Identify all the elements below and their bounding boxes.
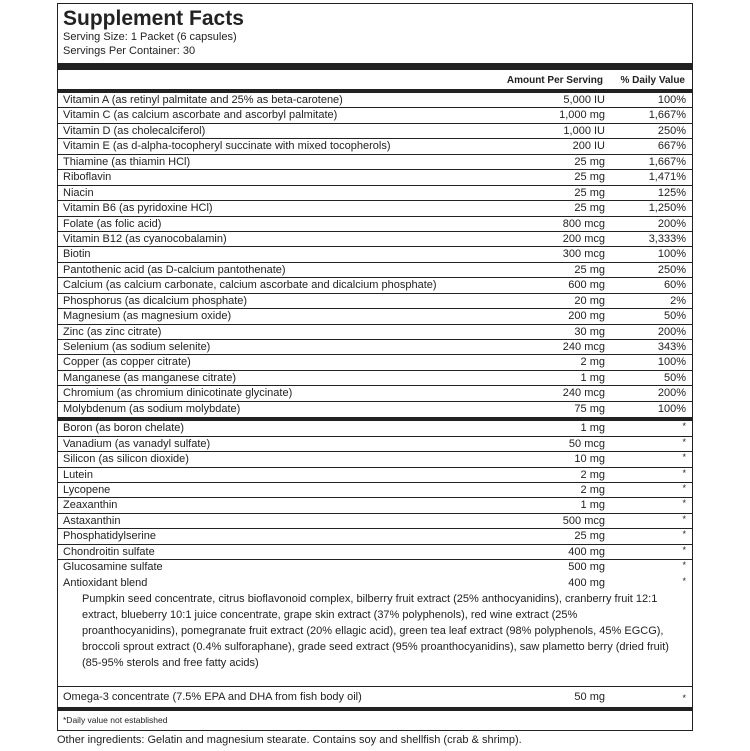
nutrient-dv: 1,250% xyxy=(648,202,686,215)
nutrient-name: Folate (as folic acid) xyxy=(63,217,162,230)
nutrient-dv: * xyxy=(682,529,686,540)
nutrient-amount: 1,000 IU xyxy=(563,124,605,137)
omega-row xyxy=(58,687,692,707)
nutrient-row xyxy=(58,124,692,139)
nutrient-amount: 800 mcg xyxy=(562,217,605,230)
nutrient-dv: 200% xyxy=(657,217,686,230)
nutrient-row xyxy=(58,498,692,513)
nutrient-dv: 200% xyxy=(657,387,686,400)
nutrient-row xyxy=(58,108,692,123)
nutrient-amount: 10 mg xyxy=(574,453,605,466)
nutrient-row xyxy=(58,371,692,386)
other-nutrient-list xyxy=(58,421,692,575)
nutrient-name: Riboflavin xyxy=(63,171,112,184)
nutrient-amount: 240 mcg xyxy=(562,341,605,353)
nutrient-amount: 25 mg xyxy=(574,263,605,276)
nutrient-row xyxy=(58,217,692,232)
nutrient-name: Vitamin E (as d-alpha-tocopheryl succinate with mixed tocopherols) xyxy=(63,140,391,153)
nutrient-name: Pantothenic acid (as D-calcium pantothenate) xyxy=(63,263,286,276)
nutrient-amount: 30 mg xyxy=(574,325,605,338)
nutrient-amount: 200 mcg xyxy=(562,232,605,245)
nutrient-dv: 250% xyxy=(657,124,686,137)
nutrient-amount: 500 mcg xyxy=(562,514,605,527)
nutrient-row xyxy=(58,421,692,436)
nutrient-name: Zeaxanthin xyxy=(63,499,118,512)
other-ingredients: Other ingredients: Gelatin and magnesium stearate. Contains soy and shellfish (crab & shrimp). xyxy=(57,734,522,746)
nutrient-name: Lutein xyxy=(63,468,93,481)
dv-column-header: % Daily Value xyxy=(620,75,685,86)
nutrient-dv: * xyxy=(682,575,686,586)
nutrient-dv: * xyxy=(682,467,686,478)
nutrient-dv: 3,333% xyxy=(648,232,686,245)
nutrient-row xyxy=(58,309,692,324)
nutrient-row xyxy=(58,139,692,154)
nutrient-amount: 2 mg xyxy=(580,483,605,496)
nutrient-row xyxy=(58,468,692,483)
nutrient-dv: 50% xyxy=(663,310,686,323)
nutrient-name: Antioxidant blend xyxy=(63,576,148,589)
nutrient-amount: 300 mcg xyxy=(562,248,605,261)
nutrient-row xyxy=(58,514,692,529)
nutrient-row xyxy=(58,452,692,467)
nutrient-row xyxy=(58,402,692,417)
nutrient-name: Vitamin A (as retinyl palmitate and 25% as beta-carotene) xyxy=(63,94,343,106)
nutrient-row xyxy=(58,355,692,370)
nutrient-name: Zinc (as zinc citrate) xyxy=(63,325,162,338)
nutrient-dv: * xyxy=(682,482,686,493)
nutrient-name: Manganese (as manganese citrate) xyxy=(63,371,237,384)
panel-title: Supplement Facts xyxy=(63,7,244,30)
nutrient-row xyxy=(58,155,692,170)
nutrient-amount: 1 mg xyxy=(580,371,605,384)
nutrient-name: Selenium (as sodium selenite) xyxy=(63,341,211,353)
nutrient-name: Chondroitin sulfate xyxy=(63,545,155,558)
nutrient-amount: 400 mg xyxy=(568,545,605,558)
nutrient-amount: 25 mg xyxy=(574,530,605,543)
nutrient-dv: 100% xyxy=(657,94,686,106)
column-header xyxy=(58,70,692,89)
nutrient-dv: 1,471% xyxy=(648,171,686,184)
nutrient-name: Magnesium (as magnesium oxide) xyxy=(63,310,232,323)
nutrient-dv: * xyxy=(682,693,686,703)
nutrient-dv: 2% xyxy=(670,294,686,307)
supplement-facts-panel xyxy=(57,3,693,731)
nutrient-row xyxy=(58,263,692,278)
nutrient-amount: 600 mg xyxy=(568,279,605,292)
nutrient-amount: 240 mcg xyxy=(562,387,605,400)
nutrient-row xyxy=(58,340,692,355)
nutrient-dv: 1,667% xyxy=(648,155,686,168)
nutrient-name: Astaxanthin xyxy=(63,514,121,527)
nutrient-dv: * xyxy=(682,421,686,432)
nutrient-row xyxy=(58,93,692,108)
nutrient-dv: 100% xyxy=(657,248,686,261)
nutrient-amount: 50 mcg xyxy=(568,437,605,450)
blend-row xyxy=(58,576,692,591)
nutrient-amount: 2 mg xyxy=(580,356,605,369)
nutrient-amount: 5,000 IU xyxy=(563,94,605,106)
nutrient-row xyxy=(58,560,692,575)
nutrient-amount: 1 mg xyxy=(580,499,605,512)
nutrient-amount: 25 mg xyxy=(574,171,605,184)
nutrient-name: Biotin xyxy=(63,248,91,261)
nutrient-name: Omega-3 concentrate (7.5% EPA and DHA from fish body oil) xyxy=(63,691,362,703)
nutrient-name: Lycopene xyxy=(63,483,111,496)
nutrient-amount: 200 IU xyxy=(572,140,605,153)
daily-value-footnote: *Daily value not established xyxy=(63,715,168,725)
nutrient-name: Vanadium (as vanadyl sulfate) xyxy=(63,437,211,450)
nutrient-dv: 100% xyxy=(657,356,686,369)
nutrient-dv: 250% xyxy=(657,263,686,276)
nutrient-dv: * xyxy=(682,498,686,509)
nutrient-dv: 200% xyxy=(657,325,686,338)
nutrient-amount: 25 mg xyxy=(574,155,605,168)
nutrient-row xyxy=(58,437,692,452)
nutrient-row xyxy=(58,170,692,185)
nutrient-dv: * xyxy=(682,436,686,447)
nutrient-name: Boron (as boron chelate) xyxy=(63,422,185,435)
nutrient-dv: * xyxy=(682,560,686,571)
nutrient-amount: 500 mg xyxy=(568,561,605,574)
nutrient-row xyxy=(58,186,692,201)
nutrient-name: Copper (as copper citrate) xyxy=(63,356,191,369)
nutrient-amount: 1,000 mg xyxy=(559,109,605,122)
nutrient-amount: 20 mg xyxy=(574,294,605,307)
nutrient-dv: 100% xyxy=(657,402,686,415)
nutrient-row xyxy=(58,294,692,309)
nutrient-name: Silicon (as silicon dioxide) xyxy=(63,453,189,466)
nutrient-name: Vitamin C (as calcium ascorbate and ascorbyl palmitate) xyxy=(63,109,338,122)
vitamin-list xyxy=(58,93,692,417)
nutrient-dv: 1,667% xyxy=(648,109,686,122)
thick-divider xyxy=(58,63,692,70)
nutrient-name: Calcium (as calcium carbonate, calcium ascorbate and dicalcium phosphate) xyxy=(63,279,437,292)
nutrient-row xyxy=(58,529,692,544)
nutrient-name: Molybdenum (as sodium molybdate) xyxy=(63,402,241,415)
nutrient-amount: 50 mg xyxy=(574,691,605,703)
nutrient-row xyxy=(58,386,692,401)
nutrient-name: Chromium (as chromium dinicotinate glycinate) xyxy=(63,387,293,400)
nutrient-amount: 25 mg xyxy=(574,186,605,199)
serving-size: Serving Size: 1 Packet (6 capsules) xyxy=(63,31,237,43)
nutrient-row xyxy=(58,278,692,293)
nutrient-row xyxy=(58,247,692,262)
nutrient-dv: 343% xyxy=(657,341,686,353)
panel-header xyxy=(58,4,692,63)
nutrient-name: Vitamin B6 (as pyridoxine HCl) xyxy=(63,202,213,215)
nutrient-name: Niacin xyxy=(63,186,94,199)
nutrient-name: Vitamin B12 (as cyanocobalamin) xyxy=(63,232,227,245)
nutrient-dv: 50% xyxy=(663,371,686,384)
nutrient-dv: 60% xyxy=(663,279,686,292)
nutrient-dv: * xyxy=(682,513,686,524)
amount-column-header: Amount Per Serving xyxy=(506,75,603,86)
nutrient-name: Vitamin D (as cholecalciferol) xyxy=(63,124,206,137)
nutrient-row xyxy=(58,201,692,216)
nutrient-row xyxy=(58,483,692,498)
nutrient-amount: 400 mg xyxy=(568,576,605,589)
nutrient-row xyxy=(58,545,692,560)
nutrient-dv: * xyxy=(682,452,686,463)
nutrient-name: Glucosamine sulfate xyxy=(63,561,163,574)
nutrient-amount: 75 mg xyxy=(574,402,605,415)
nutrient-amount: 200 mg xyxy=(568,310,605,323)
nutrient-dv: * xyxy=(682,544,686,555)
servings-per-container: Servings Per Container: 30 xyxy=(63,45,196,57)
nutrient-amount: 25 mg xyxy=(574,202,605,215)
nutrient-row xyxy=(58,232,692,247)
nutrient-row xyxy=(58,325,692,340)
nutrient-name: Thiamine (as thiamin HCl) xyxy=(63,155,191,168)
blend-ingredients: Pumpkin seed concentrate, citrus bioflavonoid complex, bilberry fruit extract (25% anthocyanidins), cranberry fruit 12:1 extract, blueberry 10:1 juice concentrate, grape skin extract (37% polyphenols), red wine extract (25% proanthocyanidins), pomegranate fruit extract (20% ellagic acid), green tea leaf extract (98% polyphenols, 45% EGCG), broccoli sprout extract (0.4% sulforaphane), grade seed extract (95% proanthocyanidins), saw plametto berry (dried fruit) (85-95% sterols and free fatty acids) xyxy=(58,591,692,687)
nutrient-name: Phosphorus (as dicalcium phosphate) xyxy=(63,294,248,307)
nutrient-dv: 667% xyxy=(657,140,686,153)
nutrient-name: Phosphatidylserine xyxy=(63,530,156,543)
nutrient-amount: 2 mg xyxy=(580,468,605,481)
nutrient-amount: 1 mg xyxy=(580,422,605,435)
nutrient-dv: 125% xyxy=(657,186,686,199)
